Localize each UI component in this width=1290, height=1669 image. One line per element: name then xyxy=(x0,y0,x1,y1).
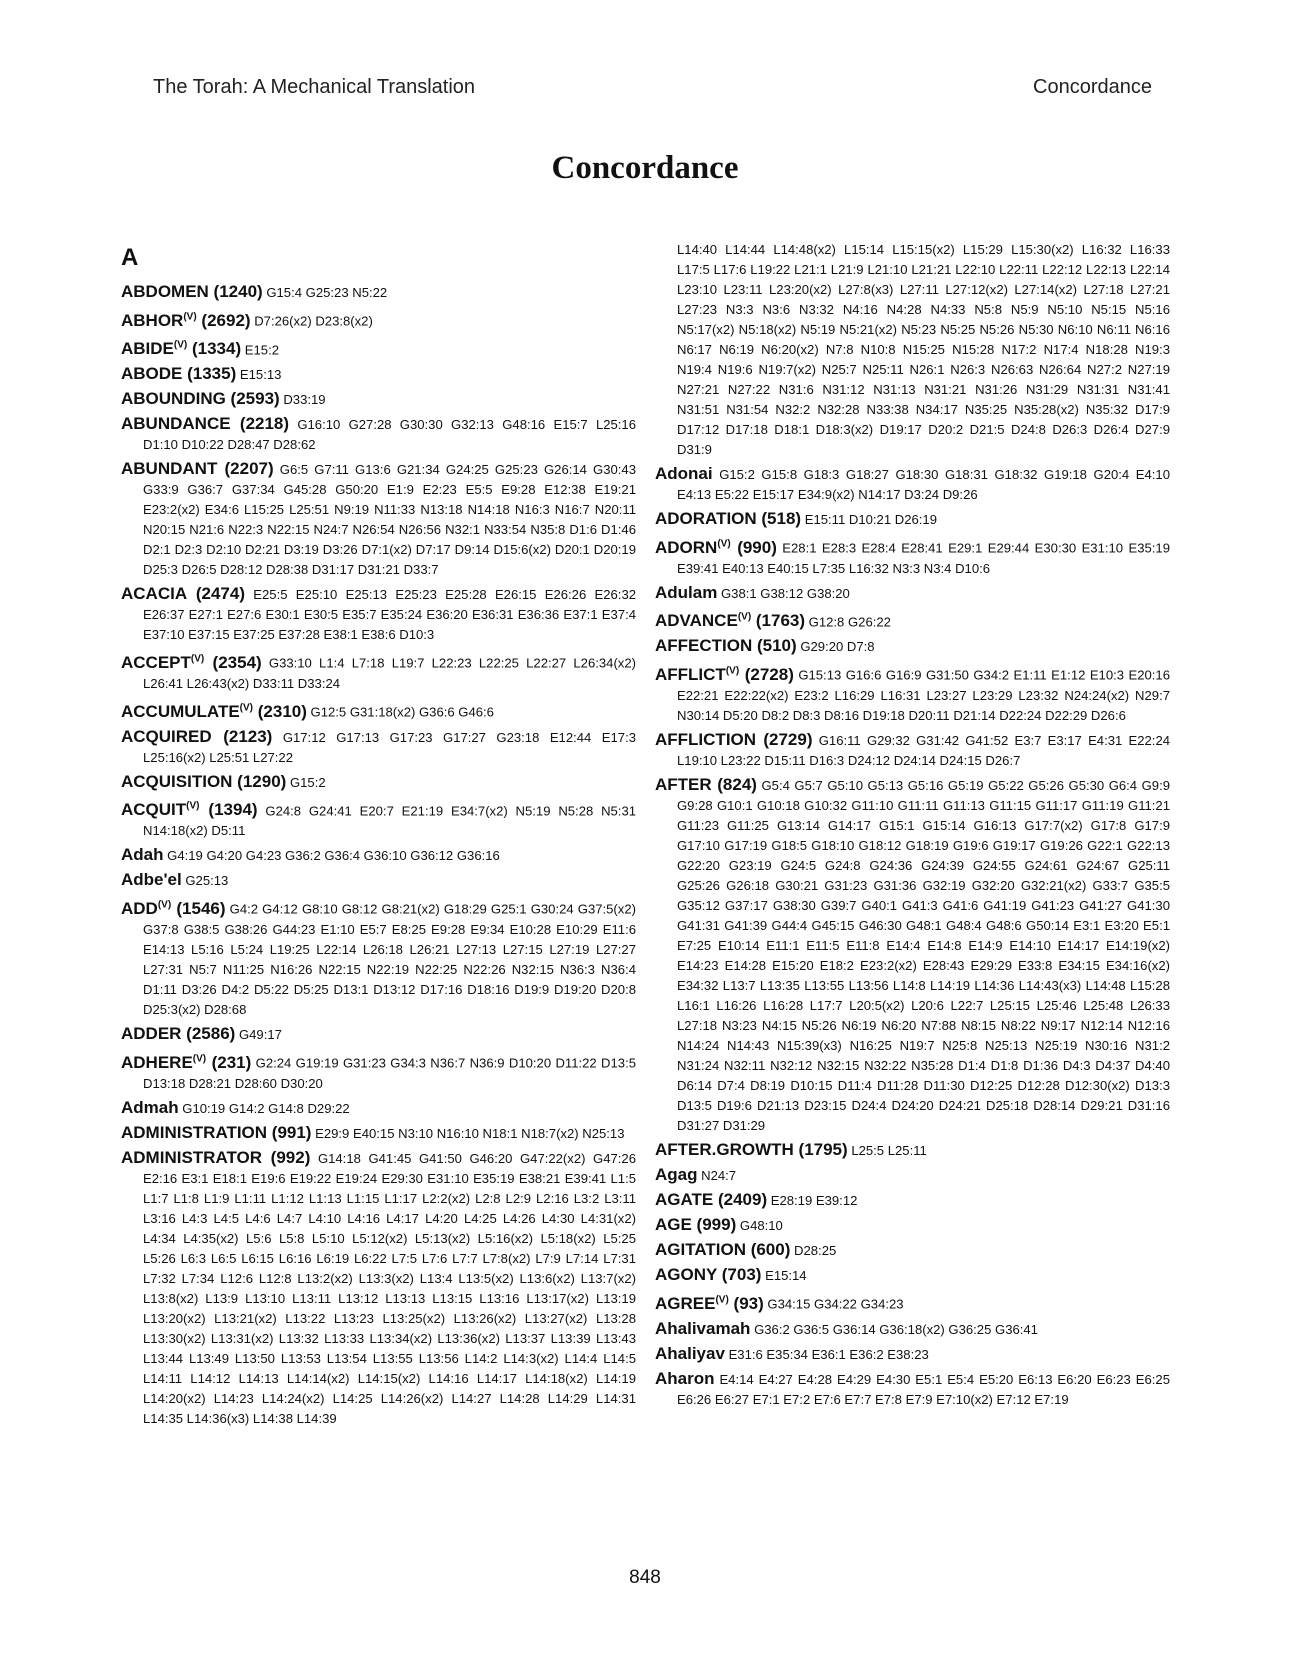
headword-text: ABODE (1335) xyxy=(121,364,237,384)
verse-references: E29:9 E40:15 N3:10 N16:10 N18:1 N18:7(x2) N25:13 xyxy=(315,1125,625,1141)
verse-references: E15:13 xyxy=(239,367,282,383)
entry-headword xyxy=(655,1165,698,1184)
verse-references: G36:2 G36:5 G36:14 G36:18(x2) G36:25 G36:41 xyxy=(754,1321,1038,1337)
entry-headword xyxy=(655,665,794,684)
verse-references: G17:12 G17:13 G17:23 G17:27 G23:18 E12:44 E17:3 L25:16(x2) L25:51 L27:22 xyxy=(143,729,636,765)
concordance-entry xyxy=(121,459,636,580)
verse-references: G4:19 G4:20 G4:23 G36:2 G36:4 G36:10 G36:12 G36:16 xyxy=(167,848,500,864)
entry-headword xyxy=(655,730,813,749)
strong-number: (1394) xyxy=(208,800,258,820)
strong-number: (1763) xyxy=(755,611,806,631)
verse-references: G12:5 G31:18(x2) G36:6 G46:6 xyxy=(310,704,494,720)
left-entry-list xyxy=(121,282,636,1429)
verb-marker: (V) xyxy=(737,611,752,623)
headword-text: ACQUIT xyxy=(121,800,187,820)
entry-headword xyxy=(121,702,307,721)
entry-headword xyxy=(121,1123,311,1142)
concordance-entry xyxy=(655,509,1170,530)
concordance-entry xyxy=(655,730,1170,771)
entry-headword xyxy=(121,727,272,746)
verb-marker: (V) xyxy=(239,701,254,713)
entry-headword xyxy=(655,1369,715,1388)
concordance-entry xyxy=(121,727,636,768)
continued-references: L14:40 L14:44 L14:48(x2) L15:14 L15:15(x2) L15:29 L15:30(x2) L16:32 L16:33 L17:5 L17:6 L19:22 L21:1 L21:9 L21:10 L21:21 L22:10 L22:11 L22:12 L22:13 L22:14 L23:10 L23:11 L23:20(x2) L27:8(x3) L27:11 L27:12(x2) L27:14(x2) L27:18 L27:21 L27:23 N3:3 N3:6 N3:32 N4:16 N4:28 N4:33 N5:8 N5:9 N5:10 N5:15 N5:16 N5:17(x2) N5:18(x2) N5:19 N5:21(x2) N5:23 N5:25 N5:26 N5:30 N6:10 N6:11 N6:16 N6:17 N6:19 N6:20(x2) N7:8 N10:8 N15:25 N15:28 N17:2 N17:4 N18:28 N19:3 N19:4 N19:6 N19:7(x2) N25:7 N25:11 N26:1 N26:3 N26:63 N26:64 N27:2 N27:19 N27:21 N27:22 N31:6 N31:12 N31:13 N31:21 N31:26 N31:29 N31:31 N31:41 N31:51 N31:54 N32:2 N32:28 N33:38 N34:17 N35:25 N35:28(x2) N35:32 D17:9 D17:12 D17:18 D18:1 D18:3(x2) D19:17 D20:2 D21:5 D24:8 D26:3 D26:4 D27:9 D31:9 xyxy=(677,242,1170,457)
headword-text: Agag xyxy=(655,1164,698,1184)
concordance-entry xyxy=(121,797,636,842)
verse-references: E28:1 E28:3 E28:4 E28:41 E29:1 E29:44 E30:30 E31:10 E35:19 E39:41 E40:13 E40:15 L7:35 L16:32 N3:3 N3:4 D10:6 xyxy=(677,540,1170,576)
headword-text: AGE (999) xyxy=(655,1214,737,1234)
strong-number: (1334) xyxy=(191,339,242,359)
headword-text: AGREE xyxy=(655,1293,716,1313)
concordance-entry xyxy=(121,307,636,332)
verse-references: E15:11 D10:21 D26:19 xyxy=(804,512,937,527)
headword-text: AFFECTION (510) xyxy=(655,636,797,656)
concordance-entry xyxy=(121,414,636,455)
concordance-entry xyxy=(121,389,636,410)
concordance-entry xyxy=(121,1123,636,1144)
headword-text: ADHERE xyxy=(121,1052,193,1072)
headword-text: Admah xyxy=(121,1097,179,1117)
verse-references: E31:6 E35:34 E36:1 E36:2 E38:23 xyxy=(728,1346,929,1362)
verse-references: G25:13 xyxy=(185,873,229,889)
strong-number: (93) xyxy=(733,1293,764,1313)
concordance-entry xyxy=(655,1165,1170,1186)
verse-references: G5:4 G5:7 G5:10 G5:13 G5:16 G5:19 G5:22 G5:26 G5:30 G6:4 G9:9 G9:28 G10:1 G10:18 G10:32 G11:10 G11:11 G11:13 G11:15 G11:17 G11:19 G11:21 G11:23 G11:25 G13:14 G14:17 G15:1 G15:14 G16:13 G17:7(x2) G17:8 G17:9 G17:10 G17:19 G18:5 G18:10 G18:12 G18:19 G19:6 G19:17 G19:26 G22:1 G22:13 G22:20 G23:19 G24:5 G24:8 G24:36 G24:39 G24:55 G24:61 G24:67 G25:11 G25:26 G26:18 G30:21 G31:23 G31:36 G32:19 G32:20 G32:21(x2) G33:7 G35:5 G35:12 G37:17 G38:30 G39:7 G40:1 G41:3 G41:6 G41:19 G41:23 G41:27 G41:30 G41:31 G41:39 G44:4 G45:15 G46:30 G48:1 G48:4 G48:6 G50:14 E3:1 E3:20 E5:1 E7:25 E10:14 E11:1 E11:5 E11:8 E14:4 E14:8 E14:9 E14:10 E14:17 E14:19(x2) E14:23 E14:28 E15:20 E18:2 E23:2(x2) E28:43 E29:29 E33:8 E34:15 E34:16(x2) E34:32 L13:7 L13:35 L13:55 L13:56 L14:8 L14:19 L14:36 L14:43(x3) L14:48 L15:28 L16:1 L16:26 L16:28 L17:7 L20:5(x2) L20:6 L22:7 L25:15 L25:46 L25:48 L26:33 L27:18 N3:23 N4:15 N5:26 N6:19 N6:20 N7:88 N8:15 N8:22 N9:17 N12:14 N12:16 N14:24 N14:43 N15:39(x3) N16:25 N19:7 N25:8 N25:13 N25:19 N30:16 N31:2 N31:24 N32:11 N32:12 N32:15 N32:22 N35:28 D1:4 D1:8 D1:36 D4:3 D4:37 D4:40 D6:14 D7:4 D8:19 D10:15 D11:4 D11:28 D11:30 D12:25 D12:28 D12:30(x2) D13:3 D13:5 D19:6 D21:13 D23:15 D24:4 D24:20 D24:21 D25:18 D28:14 D29:21 D31:16 D31:27 D31:29 xyxy=(677,777,1171,1133)
strong-number: (2310) xyxy=(257,701,307,721)
left-column xyxy=(121,240,636,1433)
headword-text: ACCUMULATE xyxy=(121,701,240,721)
verse-references: G15:2 G15:8 G18:3 G18:27 G18:30 G18:31 G18:32 G19:18 G20:4 E4:10 E4:13 E5:22 E15:17 E34:9(x2) N14:17 D3:24 D9:26 xyxy=(677,467,1171,502)
page-number: 848 xyxy=(629,1567,661,1588)
entry-headword xyxy=(121,800,258,819)
headword-text: ADD xyxy=(121,898,158,918)
verse-references: G33:10 L1:4 L7:18 L19:7 L22:23 L22:25 L22:27 L26:34(x2) L26:41 L26:43(x2) D33:11 D33:24 xyxy=(143,655,636,691)
entry-headword xyxy=(655,1140,848,1159)
strong-number: (2354) xyxy=(212,652,262,672)
entry-headword xyxy=(121,870,182,889)
entry-headword xyxy=(655,538,777,557)
verse-references: G16:11 G29:32 G31:42 G41:52 E3:7 E3:17 E4:31 E22:24 L19:10 L23:22 D15:11 D16:3 D24:12 D24:14 D24:15 D26:7 xyxy=(677,732,1171,768)
right-entry-list xyxy=(655,464,1170,1410)
verb-marker: (V) xyxy=(186,800,200,812)
verse-references: G12:8 G26:22 xyxy=(808,614,891,630)
headword-text: ADMINISTRATOR (992) xyxy=(121,1147,311,1167)
headword-text: ABHOR xyxy=(121,310,184,330)
entry-headword xyxy=(121,389,280,408)
entry-headword xyxy=(121,311,251,330)
entry-headword xyxy=(121,339,241,358)
entry-headword xyxy=(121,1024,235,1043)
concordance-entry xyxy=(655,1215,1170,1236)
verse-references: L25:5 L25:11 xyxy=(851,1142,927,1158)
verse-references: G15:4 G25:23 N5:22 xyxy=(266,285,388,300)
headword-text: AGONY (703) xyxy=(655,1264,762,1284)
concordance-entry xyxy=(121,870,636,891)
headword-text: AFFLICTION (2729) xyxy=(655,729,813,749)
concordance-entry xyxy=(121,649,636,694)
entry-headword xyxy=(121,414,289,433)
entry-headword xyxy=(121,1098,179,1117)
verb-marker: (V) xyxy=(192,1052,207,1064)
entry-headword xyxy=(655,1215,736,1234)
headword-text: Adah xyxy=(121,845,164,865)
verse-references: D33:19 xyxy=(283,392,326,408)
entry-headword xyxy=(655,1190,767,1209)
verse-references: G34:15 G34:22 G34:23 xyxy=(767,1296,904,1312)
concordance-entry xyxy=(655,1240,1170,1261)
concordance-entry xyxy=(655,1265,1170,1286)
strong-number: (2728) xyxy=(744,664,794,684)
entry-headword xyxy=(121,282,263,301)
verse-references: G4:2 G4:12 G8:10 G8:12 G8:21(x2) G18:29 G25:1 G30:24 G37:5(x2) G37:8 G38:5 G38:26 G44:23 E1:10 E5:7 E8:25 E9:28 E9:34 E10:28 E10:29 E11:6 E14:13 L5:16 L5:24 L19:25 L22:14 L26:18 L26:21 L27:13 L27:15 L27:19 L27:27 L27:31 N5:7 N11:25 N16:26 N22:15 N22:19 N22:25 N22:26 N32:15 N36:3 N36:4 D1:11 D3:26 D4:2 D5:22 D5:25 D13:1 D13:12 D17:16 D18:16 D19:9 D19:20 D20:8 D25:3(x2) D28:68 xyxy=(143,901,636,1017)
headword-text: ADMINISTRATION (991) xyxy=(121,1122,312,1142)
verse-references: D28:25 xyxy=(794,1242,837,1258)
entry-headword xyxy=(121,1148,310,1167)
headword-text: AFTER (824) xyxy=(655,774,757,794)
concordance-entry xyxy=(121,1049,636,1094)
concordance-entry xyxy=(655,661,1170,726)
entry-headword xyxy=(121,364,236,383)
headword-text: Adbe'el xyxy=(121,870,182,890)
concordance-entry xyxy=(655,1369,1170,1410)
headword-text: ABUNDANCE (2218) xyxy=(121,414,290,434)
verse-references: G29:20 D7:8 xyxy=(800,639,875,655)
concordance-entry xyxy=(655,1319,1170,1340)
verb-marker: (V) xyxy=(715,1293,729,1305)
concordance-entry xyxy=(655,775,1170,1136)
concordance-entry xyxy=(121,1098,636,1119)
concordance-entry xyxy=(655,1140,1170,1161)
verse-references: G10:19 G14:2 G14:8 D29:22 xyxy=(182,1100,350,1116)
headword-text: AFFLICT xyxy=(655,664,726,684)
verb-marker: (V) xyxy=(183,311,197,322)
verse-references: G38:1 G38:12 G38:20 xyxy=(720,585,850,601)
verse-references: E15:14 xyxy=(765,1267,807,1283)
section-letter: A xyxy=(121,244,139,271)
verse-references: G6:5 G7:11 G13:6 G21:34 G24:25 G25:23 G26:14 G30:43 G33:9 G36:7 G37:34 G45:28 G50:20 E1:9 E2:23 E5:5 E9:28 E12:38 E19:21 E23:2(x2) E34:6 L15:25 L25:51 N9:19 N11:33 N13:18 N14:18 N16:3 N16:7 N20:11 N20:15 N21:6 N22:3 N22:15 N24:7 N26:54 N26:56 N32:1 N33:54 N35:8 D1:6 D1:46 D2:1 D2:3 D2:10 D2:21 D3:19 D3:26 D7:1(x2) D7:17 D9:14 D15:6(x2) D20:1 D20:19 D25:3 D26:5 D28:12 D28:38 D31:17 D31:21 D33:7 xyxy=(143,462,636,578)
headword-text: Ahalivamah xyxy=(655,1318,751,1338)
verse-references: G16:10 G27:28 G30:30 G32:13 G48:16 E15:7 L25:16 D1:10 D10:22 D28:47 D28:62 xyxy=(143,417,637,453)
concordance-entry xyxy=(121,1148,636,1429)
entry-headword xyxy=(655,1319,750,1338)
headword-text: ABUNDANT (2207) xyxy=(121,459,274,479)
verse-references: E15:2 xyxy=(244,342,279,358)
headword-text: Ahaliyav xyxy=(655,1343,725,1363)
verse-references: G49:17 xyxy=(238,1026,282,1042)
concordance-entry xyxy=(655,1290,1170,1315)
strong-number: (990) xyxy=(737,537,777,557)
verse-references: G14:18 G41:45 G41:50 G46:20 G47:22(x2) G47:26 E2:16 E3:1 E18:1 E19:6 E19:22 E19:24 E29:30 E31:10 E35:19 E38:21 E39:41 L1:5 L1:7 L1:8 L1:9 L1:11 L1:12 L1:13 L1:15 L1:17 L2:2(x2) L2:8 L2:9 L2:16 L3:2 L3:11 L3:16 L4:3 L4:5 L4:6 L4:7 L4:10 L4:16 L4:17 L4:20 L4:25 L4:26 L4:30 L4:31(x2) L4:34 L4:35(x2) L5:6 L5:8 L5:10 L5:12(x2) L5:13(x2) L5:16(x2) L5:18(x2) L5:25 L5:26 L6:3 L6:5 L6:15 L6:16 L6:19 L6:22 L7:5 L7:6 L7:7 L7:8(x2) L7:9 L7:14 L7:31 L7:32 L7:34 L12:6 L12:8 L13:2(x2) L13:3(x2) L13:4 L13:5(x2) L13:6(x2) L13:7(x2) L13:8(x2) L13:9 L13:10 L13:11 L13:12 L13:13 L13:15 L13:16 L13:17(x2) L13:19 L13:20(x2) L13:21(x2) L13:22 L13:23 L13:25(x2) L13:26(x2) L13:27(x2) L13:28 L13:30(x2) L13:31(x2) L13:32 L13:33 L13:34(x2) L13:36(x2) L13:37 L13:39 L13:43 L13:44 L13:49 L13:50 L13:53 L13:54 L13:55 L13:56 L14:2 L14:3(x2) L14:4 L14:5 L14:11 L14:12 L14:13 L14:14(x2) L14:15(x2) L14:16 L14:17 L14:18(x2) L14:19 L14:20(x2) L14:23 L14:24(x2) L14:25 L14:26(x2) L14:27 L14:28 L14:29 L14:31 L14:35 L14:36(x3) L14:38 L14:39 xyxy=(143,1150,636,1426)
concordance-entry xyxy=(655,1344,1170,1365)
headword-text: ADORN xyxy=(655,537,718,557)
verb-marker: (V) xyxy=(190,653,205,665)
right-column xyxy=(655,240,1170,1414)
concordance-entry xyxy=(121,282,636,303)
running-header-section: Concordance xyxy=(1033,76,1152,98)
headword-text: ADDER (2586) xyxy=(121,1023,236,1043)
verb-marker: (V) xyxy=(157,899,172,911)
verse-references: G48:10 xyxy=(739,1217,783,1233)
verse-references: E4:14 E4:27 E4:28 E4:29 E4:30 E5:1 E5:4 E5:20 E6:13 E6:20 E6:23 E6:25 E6:26 E6:27 E7:1 E7:2 E7:6 E7:7 E7:8 E7:9 E7:10(x2) E7:12 E7:19 xyxy=(677,1371,1170,1407)
headword-text: AGITATION (600) xyxy=(655,1239,791,1259)
strong-number: (1546) xyxy=(176,898,226,918)
headword-text: Adulam xyxy=(655,582,718,602)
headword-text: ACQUISITION (1290) xyxy=(121,771,287,791)
verse-references: G15:13 G16:6 G16:9 G31:50 G34:2 E1:11 E1:12 E10:3 E20:16 E22:21 E22:22(x2) E23:2 L16:29 L16:31 L23:27 L23:29 L23:32 N24:24(x2) N29:7 N30:14 D5:20 D8:2 D8:3 D8:16 D19:18 D20:11 D21:14 D22:24 D22:29 D26:6 xyxy=(677,667,1170,723)
headword-text: ADORATION (518) xyxy=(655,509,802,528)
verse-references: E28:19 E39:12 xyxy=(770,1192,858,1208)
headword-text: ABDOMEN (1240) xyxy=(121,282,263,301)
verse-references: E25:5 E25:10 E25:13 E25:23 E25:28 E26:15 E26:26 E26:32 E26:37 E27:1 E27:6 E30:1 E30:5 E35:7 E35:24 E36:20 E36:31 E36:36 E37:1 E37:4 E37:10 E37:15 E37:25 E37:28 E38:1 E38:6 D10:3 xyxy=(143,587,637,643)
entry-headword xyxy=(121,845,164,864)
strong-number: (231) xyxy=(211,1052,252,1072)
concordance-entry xyxy=(121,1024,636,1045)
concordance-entry xyxy=(655,1190,1170,1211)
page-title: Concordance xyxy=(551,150,739,186)
entry-headword xyxy=(121,1053,251,1072)
entry-headword xyxy=(655,636,797,655)
entry-headword xyxy=(655,1294,764,1313)
headword-text: Aharon xyxy=(655,1368,715,1388)
headword-text: ACQUIRED (2123) xyxy=(121,726,273,746)
verse-references: G2:24 G19:19 G31:23 G34:3 N36:7 N36:9 D10:20 D11:22 D13:5 D13:18 D28:21 D28:60 D30:20 xyxy=(143,1055,637,1091)
concordance-entry xyxy=(121,895,636,1020)
verb-marker: (V) xyxy=(173,339,188,351)
entry-headword xyxy=(121,772,286,791)
headword-text: ADVANCE xyxy=(655,611,738,631)
concordance-entry xyxy=(655,636,1170,657)
headword-text: ACCEPT xyxy=(121,652,191,672)
headword-text: ABOUNDING (2593) xyxy=(121,389,280,409)
entry-headword xyxy=(655,509,801,528)
concordance-entry xyxy=(655,583,1170,604)
verse-references: G15:2 xyxy=(289,774,326,790)
entry-headword xyxy=(655,775,757,794)
verb-marker: (V) xyxy=(725,665,740,677)
entry-headword xyxy=(121,899,226,918)
concordance-entry xyxy=(655,608,1170,633)
entry-headword xyxy=(655,583,717,602)
headword-text: ABIDE xyxy=(121,339,174,359)
headword-text: ACACIA (2474) xyxy=(121,584,245,604)
concordance-entry xyxy=(121,584,636,645)
verse-references: N24:7 xyxy=(701,1167,737,1183)
entry-headword xyxy=(655,1344,725,1363)
entry-headword xyxy=(655,1240,790,1259)
entry-headword xyxy=(121,653,262,672)
concordance-entry xyxy=(121,845,636,866)
concordance-entry xyxy=(121,772,636,793)
concordance-entry xyxy=(121,336,636,361)
verse-references: G24:8 G24:41 E20:7 E21:19 E34:7(x2) N5:19 N5:28 N5:31 N14:18(x2) D5:11 xyxy=(143,803,637,839)
headword-text: Adonai xyxy=(655,464,713,483)
headword-text: AFTER.GROWTH (1795) xyxy=(655,1139,848,1159)
concordance-entry xyxy=(655,464,1170,505)
verse-references: D7:26(x2) D23:8(x2) xyxy=(254,313,373,329)
entry-headword xyxy=(121,584,245,603)
entry-headword xyxy=(655,1265,761,1284)
verb-marker: (V) xyxy=(717,538,731,549)
strong-number: (2692) xyxy=(201,310,251,330)
concordance-entry xyxy=(121,698,636,723)
entry-headword xyxy=(121,459,274,478)
entry-headword xyxy=(655,464,713,483)
entry-headword xyxy=(655,611,805,630)
concordance-entry xyxy=(121,364,636,385)
concordance-entry xyxy=(655,534,1170,579)
headword-text: AGATE (2409) xyxy=(655,1189,768,1209)
running-header-title: The Torah: A Mechanical Translation xyxy=(153,76,476,98)
